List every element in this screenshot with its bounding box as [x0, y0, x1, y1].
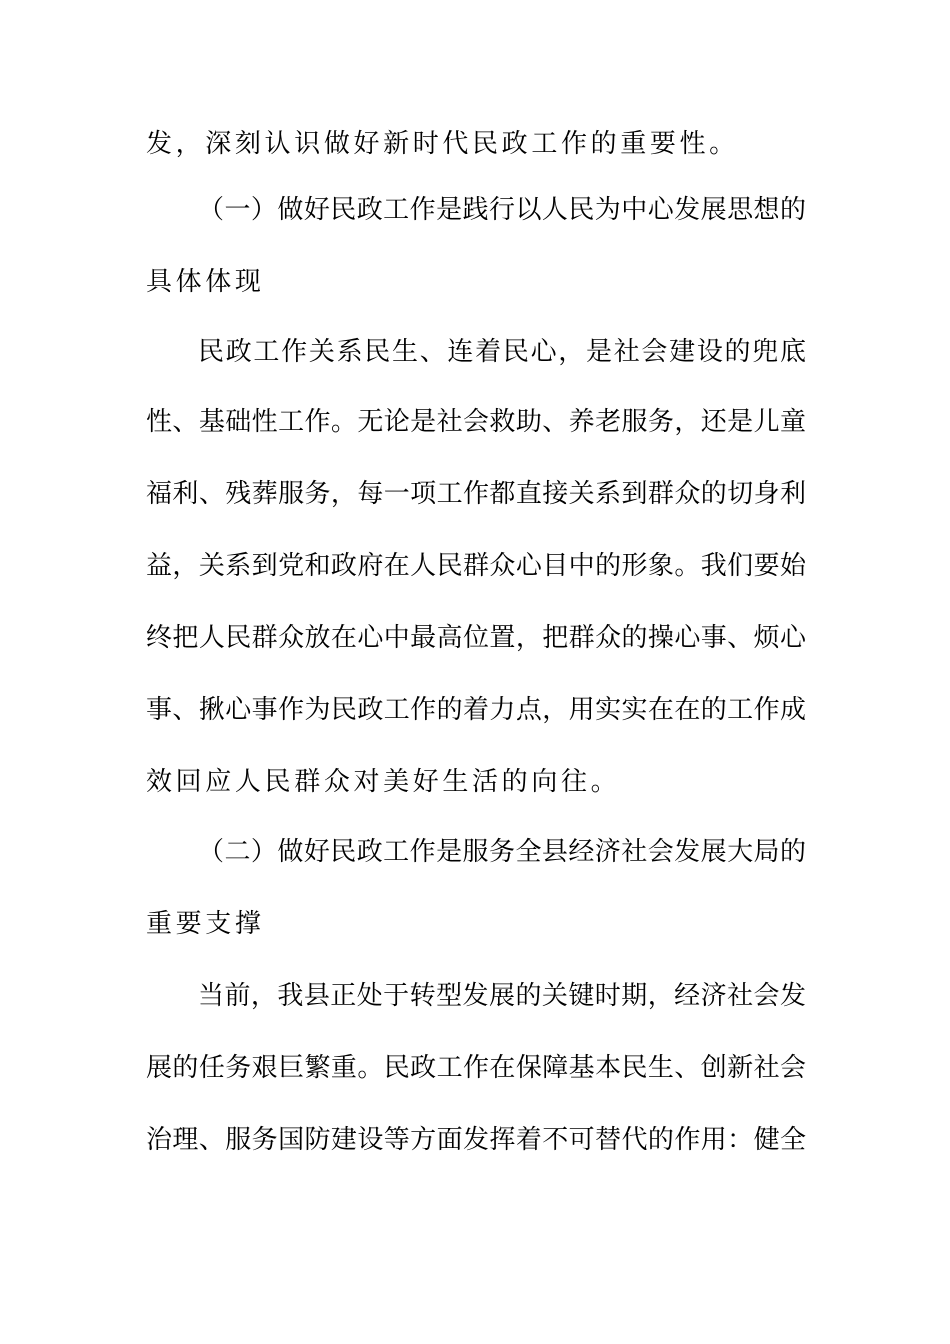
paragraph-line: 性、基础性工作。无论是社会救助、养老服务，还是儿童 — [146, 407, 806, 437]
paragraph-line: 民政工作关系民生、连着民心，是社会建设的兜底 — [198, 337, 806, 367]
section-heading-2-line: （二）做好民政工作是服务全县经济社会发展大局的 — [198, 837, 806, 867]
paragraph-line: 事、揪心事作为民政工作的着力点，用实实在在的工作成 — [146, 695, 806, 725]
paragraph-line: 效回应人民群众对美好生活的向往。 — [146, 767, 621, 797]
paragraph-line: 福利、残葬服务，每一项工作都直接关系到群众的切身利 — [146, 479, 806, 509]
section-heading-1-line: 具体体现 — [146, 267, 265, 297]
paragraph-line: 益，关系到党和政府在人民群众心目中的形象。我们要始 — [146, 551, 806, 581]
paragraph-line: 治理、服务国防建设等方面发挥着不可替代的作用：健全 — [146, 1125, 806, 1155]
paragraph-line: 展的任务艰巨繁重。民政工作在保障基本民生、创新社会 — [146, 1053, 806, 1083]
section-heading-2-line: 重要支撑 — [146, 909, 265, 939]
paragraph-line: 发，深刻认识做好新时代民政工作的重要性。 — [146, 129, 739, 159]
section-heading-1-line: （一）做好民政工作是践行以人民为中心发展思想的 — [198, 195, 806, 225]
paragraph-line: 当前，我县正处于转型发展的关键时期，经济社会发 — [198, 981, 806, 1011]
paragraph-line: 终把人民群众放在心中最高位置，把群众的操心事、烦心 — [146, 623, 806, 653]
